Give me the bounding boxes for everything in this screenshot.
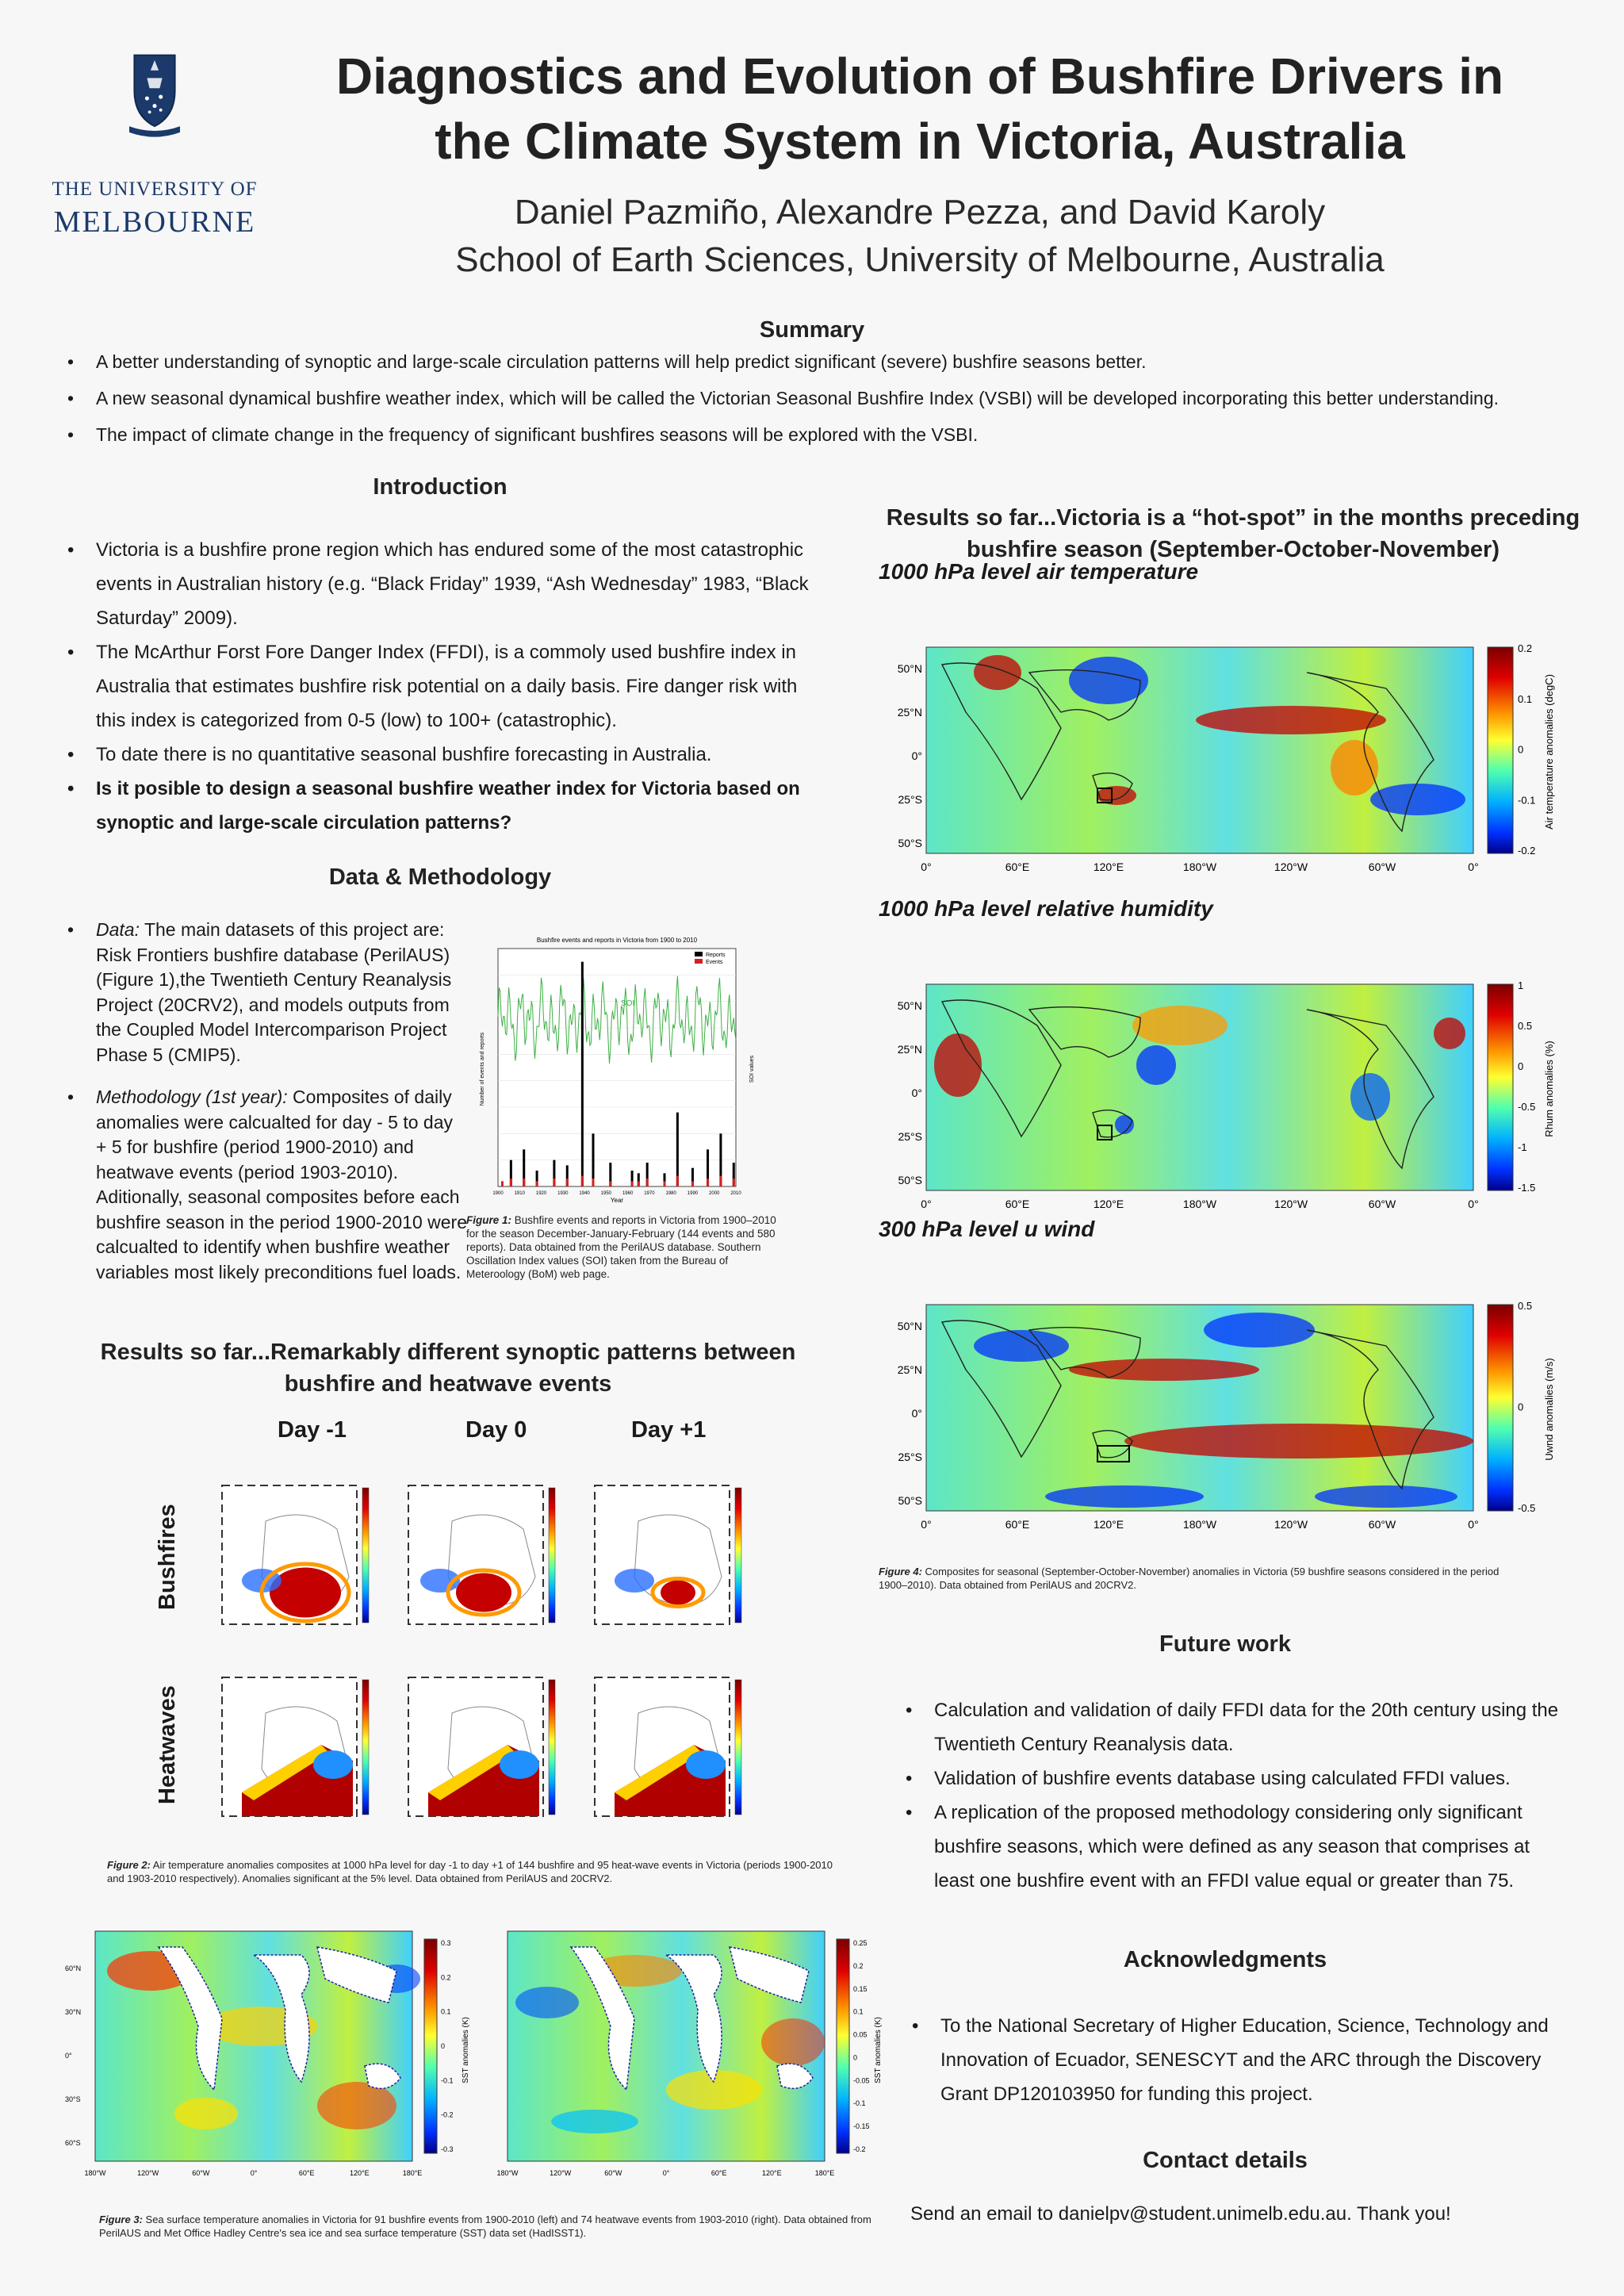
map-label-2: 300 hPa level u wind: [879, 1217, 1095, 1241]
data-methodology-heading: Data & Methodology: [328, 864, 552, 890]
fig1-bar-events: [719, 1176, 722, 1186]
map-lon-tick: 180°W: [1182, 1198, 1217, 1210]
map-colorbar-tick: 0.1: [1518, 692, 1533, 705]
map-lat-tick: 50°S: [898, 1494, 922, 1507]
map-lat-tick: 25°N: [897, 1363, 922, 1376]
map-colorbar-tick: 0.2: [1518, 642, 1533, 654]
row-heatwaves: Heatwaves: [155, 1685, 180, 1804]
map-lon-tick: 120°E: [1093, 861, 1124, 873]
sst-left-colorbar: [424, 1939, 437, 2153]
map-lon-tick: 60°W: [1368, 861, 1396, 873]
data-label: Data:: [96, 919, 140, 940]
map-colorbar-tick: 0.5: [1518, 1300, 1533, 1312]
legend-reports-swatch: [695, 952, 703, 956]
data-item: [67, 918, 468, 1068]
summary-item: • The impact of climate change in the frequency of significant bushfires seasons will be explored with the VSBI.: [67, 416, 1574, 453]
sst-lon-tick: 0°: [250, 2169, 258, 2177]
summary-heading: Summary: [759, 317, 865, 343]
fig1-bar-events: [553, 1179, 555, 1186]
fig1-caption-text: Bushfire events and reports in Victoria from 1900–2010 for the season December-January-February (144 events and 580 reports). Data obtained from the PerilAUS database. Southern Oscillation Index values (SOI) taken from the Bureau of Meteroology (BoM) web page.: [466, 1214, 776, 1280]
sst-lon-tick: 60°E: [710, 2169, 727, 2177]
sst-colorbar-tick: 0: [853, 2053, 858, 2062]
results-right-heading-line1: Results so far...Victoria is a “hot-spot” in the months preceding: [886, 505, 1580, 531]
fig1-xtick: 1960: [622, 1191, 634, 1196]
map-lon-tick: 60°E: [1005, 1518, 1030, 1531]
results-left-heading: [67, 1336, 829, 1400]
legend-events-swatch: [695, 959, 703, 964]
sst-colorbar-tick: 0.15: [853, 1984, 868, 1993]
sst-right-cb-label: SST anomalies (K): [874, 2017, 883, 2083]
fig1-xtick: 2000: [709, 1191, 720, 1196]
university-crest: [48, 48, 262, 174]
map-colorbar-tick: 0: [1518, 1401, 1524, 1413]
map-colorbar-label: Rhum anomalies (%): [1543, 1041, 1555, 1137]
sst-colorbar-tick: -0.1: [441, 2076, 454, 2085]
column-day-plus-1: Day +1: [631, 1417, 707, 1443]
sst-colorbar-tick: -0.05: [853, 2076, 870, 2085]
fig3-caption-label: Figure 3:: [99, 2214, 143, 2225]
map-lon-tick: 0°: [1468, 1198, 1479, 1210]
sst-lat-tick: 0°: [65, 2052, 72, 2060]
fig1-bar-events: [609, 1181, 611, 1186]
map-lon-tick: 60°W: [1368, 1518, 1396, 1531]
map-colorbar-tick: 0: [1518, 743, 1524, 756]
fig2-panel-heatwave-0: [214, 1673, 381, 1832]
sst-map-heatwave: [476, 1923, 888, 2185]
map-2: [879, 1298, 1561, 1544]
map-colorbar: [1488, 984, 1513, 1190]
sst-colorbar-tick: 0.1: [441, 2007, 451, 2016]
sst-lon-tick: 180°W: [84, 2169, 106, 2177]
fig1-xtick: 1930: [557, 1191, 569, 1196]
fig1-bar-events: [536, 1181, 538, 1186]
results-left-heading-line2: bushfire and heatwave events: [284, 1371, 612, 1397]
authors-block: [262, 189, 1578, 284]
map-colorbar-tick: -1.5: [1518, 1182, 1536, 1194]
fig1-xtick: 1980: [665, 1191, 676, 1196]
fig1-bar-events: [676, 1176, 679, 1186]
map-lon-tick: 120°E: [1093, 1518, 1124, 1531]
sst-colorbar-tick: 0.1: [853, 2007, 864, 2016]
map-colorbar-tick: 0.5: [1518, 1020, 1533, 1032]
future-work-item: • Validation of bushfire events database using calculated FFDI values.: [906, 1761, 1564, 1796]
map-lat-tick: 50°S: [898, 1174, 922, 1186]
sst-colorbar-tick: 0.2: [441, 1973, 451, 1982]
intro-question: • Is it posible to design a seasonal bushfire weather index for Victoria based on synoptic and large-scale circulation patterns?: [67, 772, 813, 840]
fig1-bar-events: [691, 1181, 694, 1186]
map-colorbar-tick: -0.2: [1518, 845, 1536, 857]
university-name-line1: THE UNIVERSITY OF: [52, 178, 258, 200]
title-line-1: Diagnostics and Evolution of Bushfire Drivers in: [335, 48, 1504, 105]
sst-lon-tick: 120°W: [137, 2169, 159, 2177]
future-work-heading: Future work: [1159, 1631, 1291, 1657]
fig1-xtick: 1910: [514, 1191, 525, 1196]
fig4-caption-label: Figure 4:: [879, 1566, 922, 1577]
future-work-item: • Calculation and validation of daily FFDI data for the 20th century using the Twentieth Century Reanalysis data.: [906, 1693, 1564, 1761]
sst-colorbar-tick: -0.2: [853, 2145, 866, 2153]
map-colorbar-tick: -0.5: [1518, 1502, 1536, 1514]
figure1-chart: [474, 934, 760, 1204]
introduction-body: [67, 533, 813, 840]
fig1-title: Bushfire events and reports in Victoria from 1900 to 2010: [536, 937, 698, 944]
results-left-heading-line1: Results so far...Remarkably different synoptic patterns between: [100, 1340, 796, 1365]
column-day-0: Day 0: [465, 1417, 527, 1443]
map-lon-tick: 60°E: [1005, 861, 1030, 873]
map-lon-tick: 0°: [1468, 1518, 1479, 1531]
map-label-1: 1000 hPa level relative humidity: [879, 896, 1213, 921]
sst-lat-tick: 30°S: [65, 2095, 81, 2103]
summary-item: • A new seasonal dynamical bushfire weather index, which will be called the Victorian Seasonal Bushfire Index (VSBI) will be developed incorporating this better understanding.: [67, 380, 1574, 416]
row-bushfires: Bushfires: [155, 1504, 180, 1610]
fig1-ylabel: Number of events and reports: [480, 1032, 485, 1106]
summary-item: • A better understanding of synoptic and large-scale circulation patterns will help predict significant (severe) bushfire seasons better.: [67, 343, 1574, 380]
fig1-bar-events: [523, 1179, 525, 1186]
data-methodology-body: [67, 918, 468, 1285]
fig1-bar-events: [638, 1181, 640, 1186]
map-lat-tick: 0°: [911, 749, 922, 762]
contact-email-text[interactable]: Send an email to danielpv@student.unimelb.edu.au. Thank you!: [910, 2203, 1451, 2225]
authors: Daniel Pazmiño, Alexandre Pezza, and David Karoly: [514, 193, 1326, 232]
fig1-bar-events: [581, 1176, 584, 1186]
fig1-bar-events: [646, 1179, 649, 1186]
fig1-xtick: 2010: [730, 1191, 741, 1196]
figure3-caption: [99, 2213, 884, 2240]
fig1-bar-reports: [581, 962, 584, 1186]
fig1-xtick: 1940: [579, 1191, 590, 1196]
results-right-heading: [860, 502, 1606, 565]
poster-title: [262, 44, 1578, 174]
map-lat-tick: 50°N: [897, 999, 922, 1012]
summary-list: [67, 343, 1574, 453]
fig1-bar-events: [707, 1179, 709, 1186]
soi-label: SOI: [621, 999, 635, 1008]
sst-lat-tick: 60°N: [65, 1964, 82, 1972]
map-colorbar-label: Air temperature anomalies (degC): [1543, 674, 1555, 830]
map-lat-tick: 50°S: [898, 837, 922, 849]
map-lon-tick: 0°: [921, 1198, 932, 1210]
sst-lon-tick: 120°E: [350, 2169, 370, 2177]
fig2-panel-heatwave-2: [587, 1673, 753, 1832]
title-line-2: the Climate System in Victoria, Australia: [435, 113, 1405, 170]
fig1-bar-events: [501, 1181, 504, 1186]
fig1-bar-reports: [676, 1113, 679, 1186]
legend-events: Events: [706, 960, 723, 965]
sst-lon-tick: 0°: [662, 2169, 670, 2177]
sst-lon-tick: 60°E: [298, 2169, 315, 2177]
fig4-caption-text: Composites for seasonal (September-October-November) anomalies in Victoria (59 bushfire seasons considered in the period 1900–2010). Data obtained from PerilAUS and 20CRV2.: [879, 1566, 1500, 1591]
acknowledgments-text: • To the National Secretary of Higher Education, Science, Technology and Innovation of Ecuador, SENESCYT and the ARC through the Discovery Grant DP120103950 for funding this project.: [912, 2009, 1570, 2111]
map-lon-tick: 180°W: [1182, 1518, 1217, 1531]
fig1-plot-area: [498, 949, 736, 1186]
sst-lat-tick: 30°N: [65, 2008, 82, 2016]
results-right-heading-line2: bushfire season (September-October-November): [967, 537, 1500, 562]
acknowledgments-body: [912, 2009, 1570, 2111]
sst-colorbar-tick: -0.1: [853, 2099, 866, 2108]
map-lat-tick: 25°S: [898, 1451, 922, 1463]
map-lat-tick: 0°: [911, 1407, 922, 1420]
map-colorbar-label: Uwnd anomalies (m/s): [1543, 1358, 1555, 1461]
fig2-panel-heatwave-1: [400, 1673, 567, 1832]
map-lat-tick: 25°N: [897, 706, 922, 719]
sst-colorbar-tick: 0.3: [441, 1939, 451, 1947]
contact-heading: Contact details: [1143, 2148, 1308, 2173]
data-text: The main datasets of this project are: Risk Frontiers bushfire database (PerilAUS) (Figure 1),the Twentieth Century Reanalysis Project (20CRV2), and models outputs from the Coupled Model Intercomparison Project Phase 5 (CMIP5).: [96, 919, 452, 1065]
university-name-line2: MELBOURNE: [53, 205, 256, 239]
figure4-caption: [879, 1565, 1529, 1592]
fig1-xtick: 1950: [600, 1191, 612, 1196]
future-work-item: • A replication of the proposed methodology considering only significant bushfire seasons, which were defined as any season that comprises at least one bushfire event with an FFDI value equal or greater than 75.: [906, 1796, 1564, 1898]
fig2-panel-bushfire-1: [400, 1481, 567, 1640]
future-work-list: [906, 1693, 1564, 1898]
sst-colorbar-tick: -0.3: [441, 2145, 454, 2153]
map-lon-tick: 60°E: [1005, 1198, 1030, 1210]
column-day-minus-1: Day -1: [278, 1417, 347, 1443]
map-colorbar: [1488, 647, 1513, 853]
fig1-bar-events: [592, 1179, 595, 1186]
sst-colorbar-tick: 0.05: [853, 2030, 868, 2039]
intro-item: • Victoria is a bushfire prone region which has endured some of the most catastrophic events in Australian history (e.g. “Black Friday” 1939, “Ash Wednesday” 1983, “Black Saturday” 2009).: [67, 533, 813, 635]
map-colorbar-tick: -0.1: [1518, 794, 1536, 807]
map-lon-tick: 120°W: [1274, 861, 1308, 873]
figure2-caption: [107, 1858, 845, 1885]
fig3-caption-text: Sea surface temperature anomalies in Victoria for 91 bushfire events from 1900-2010 (left) and 74 heatwave events from 1903-2010 (right). Data obtained from PerilAUS and Met Office Hadley Centre's sea ice and sea surface temperature (SST) data set (HadISST1).: [99, 2214, 871, 2239]
sst-colorbar-tick: -0.2: [441, 2110, 454, 2119]
map-lon-tick: 0°: [921, 1518, 932, 1531]
introduction-heading: Introduction: [373, 474, 508, 500]
map-colorbar-tick: -1: [1518, 1141, 1527, 1153]
fig1-bar-events: [566, 1179, 569, 1186]
map-colorbar: [1488, 1305, 1513, 1511]
fig2-panel-bushfire-0: [214, 1481, 381, 1640]
map-colorbar-tick: 0: [1518, 1060, 1524, 1072]
fig2-caption-text: Air temperature anomalies composites at 1000 hPa level for day -1 to day +1 of 144 bushfire and 95 heat-wave events in Victoria (periods 1900-2010 and 1903-2010 respectively). Anomalies significant at the 5% level. Data obtained from PerilAUS and 20CRV2.: [107, 1859, 833, 1884]
sst-colorbar-tick: 0: [441, 2042, 446, 2050]
fig1-xtick: 1990: [687, 1191, 699, 1196]
figure1-caption: [466, 1213, 779, 1281]
fig1-xtick: 1900: [492, 1191, 504, 1196]
sst-lon-tick: 60°W: [604, 2169, 622, 2177]
acknowledgments-heading: Acknowledgments: [1123, 1947, 1327, 1972]
sst-lon-tick: 180°E: [814, 2169, 835, 2177]
map-lon-tick: 0°: [1468, 861, 1479, 873]
method-label: Methodology (1st year):: [96, 1087, 288, 1107]
map-colorbar-tick: 1: [1518, 979, 1524, 991]
map-label-0: 1000 hPa level air temperature: [879, 559, 1199, 584]
fig1-bar-events: [664, 1181, 666, 1186]
sst-map-bushfire: [63, 1923, 476, 2185]
sst-colorbar-tick: 0.25: [853, 1939, 868, 1947]
map-colorbar-tick: -0.5: [1518, 1101, 1536, 1113]
map-lon-tick: 120°E: [1093, 1198, 1124, 1210]
map-0: [879, 641, 1561, 887]
affiliation: School of Earth Sciences, University of Melbourne, Australia: [455, 240, 1385, 279]
method-item: [67, 1085, 468, 1285]
map-1: [879, 978, 1561, 1224]
sst-lon-tick: 60°W: [192, 2169, 210, 2177]
sst-lon-tick: 120°W: [550, 2169, 572, 2177]
fig1-xtick: 1920: [535, 1191, 547, 1196]
intro-item: • The McArthur Forst Fore Danger Index (FFDI), is a commoly used bushfire index in Australia that estimates bushfire risk potential on a daily basis. Fire danger risk with this index is categorized from 0-5 (low) to 100+ (catastrophic).: [67, 635, 813, 738]
fig1-y2label: SOI values: [749, 1055, 755, 1083]
map-lon-tick: 60°W: [1368, 1198, 1396, 1210]
fig2-panel-bushfire-2: [587, 1481, 753, 1640]
map-lon-tick: 180°W: [1182, 861, 1217, 873]
map-lat-tick: 50°N: [897, 1320, 922, 1332]
sst-lon-tick: 180°E: [402, 2169, 423, 2177]
fig1-xlabel: Year: [610, 1197, 624, 1204]
map-lat-tick: 50°N: [897, 662, 922, 675]
sst-lon-tick: 120°E: [762, 2169, 782, 2177]
legend-reports: Reports: [706, 953, 726, 958]
fig1-xtick: 1970: [644, 1191, 655, 1196]
sst-lat-tick: 60°S: [65, 2139, 81, 2147]
method-text: Composites of daily anomalies were calcualted for day - 5 to day + 5 for bushfire (period 1900-2010) and heatwave events (period 1903-2010). Aditionally, seasonal composites before each bushfire season in the period 1900-2010 were calcualted to identify when bushfire weather variables most likely preconditions fuel loads.: [96, 1087, 467, 1282]
sst-colorbar-tick: 0.2: [853, 1961, 864, 1970]
fig1-bar-events: [733, 1179, 735, 1186]
sst-left-cb-label: SST anomalies (K): [462, 2017, 470, 2083]
map-lon-tick: 120°W: [1274, 1518, 1308, 1531]
map-lon-tick: 0°: [921, 861, 932, 873]
fig1-bar-events: [631, 1181, 634, 1186]
sst-right-colorbar: [837, 1939, 849, 2153]
map-lat-tick: 25°N: [897, 1043, 922, 1056]
fig2-caption-label: Figure 2:: [107, 1859, 151, 1871]
map-lon-tick: 120°W: [1274, 1198, 1308, 1210]
intro-item: • To date there is no quantitative seasonal bushfire forecasting in Australia.: [67, 738, 813, 772]
map-lat-tick: 25°S: [898, 793, 922, 806]
map-lat-tick: 25°S: [898, 1130, 922, 1143]
map-lat-tick: 0°: [911, 1087, 922, 1099]
sst-colorbar-tick: -0.15: [853, 2122, 870, 2131]
sst-lon-tick: 180°W: [496, 2169, 519, 2177]
fig1-caption-label: Figure 1:: [466, 1214, 512, 1226]
fig1-bar-events: [510, 1179, 512, 1186]
